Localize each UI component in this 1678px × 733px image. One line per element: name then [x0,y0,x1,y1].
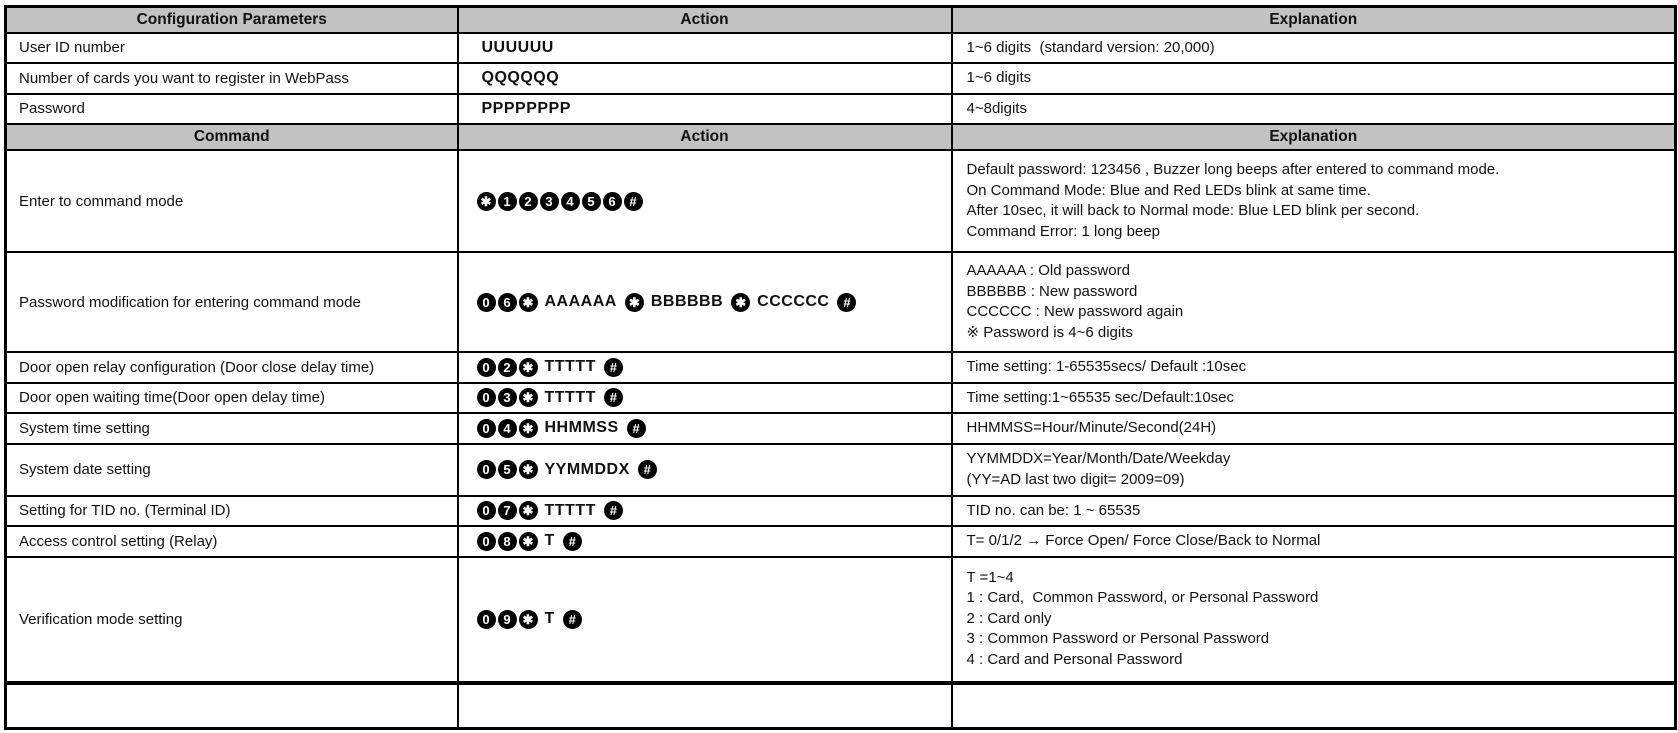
explanation-line: Command Error: 1 long beep [966,222,1160,240]
parameter-cell: Password [6,94,458,125]
explanation-line: 4 : Card and Personal Password [966,650,1183,668]
explanation-line: 3 : Common Password or Personal Password [966,630,1270,648]
table-row [6,444,1676,496]
section-header-row [6,7,1676,33]
action-sequence [477,39,945,57]
action-cell [458,444,952,496]
table-row [6,33,1676,64]
explanation-cell [952,496,1676,527]
table-row [6,94,1676,125]
keypad-key-icon: # [624,192,643,211]
action-sequence [477,100,945,118]
action-sequence [477,460,945,479]
explanation-cell [952,557,1676,683]
explanation-line: After 10sec, it will back to Normal mode: Blue LED blink per second. [966,202,1420,219]
explanation-line: TID no. can be: 1 ~ 65535 [966,501,1141,519]
keypad-key-icon: 7 [498,501,517,520]
keypad-key-icon: 6 [603,192,622,211]
keypad-key-icon: ✱ [519,610,538,629]
action-sequence [477,293,945,312]
explanation-cell [952,94,1676,125]
keypad-key-icon: 1 [498,192,517,211]
explanation-line: (YY=AD last two digit= 2009=09) [966,470,1185,488]
explanation-cell [952,33,1676,64]
explanation-line: T= 0/1/2 → Force Open/ Force Close/Back to Normal [966,532,1321,549]
table-body [6,7,1676,729]
section-header-row [6,124,1676,150]
action-sequence [477,501,945,520]
keypad-key-icon: 4 [561,192,580,211]
action-cell [458,150,952,252]
keypad-key-icon: 0 [477,419,496,438]
table-row [6,496,1676,527]
parameter-cell: Number of cards you want to register in WebPass [6,63,458,94]
action-text: TTTTT [544,358,596,376]
keypad-key-icon: ✱ [519,388,538,407]
empty-cell [952,683,1676,729]
empty-cell [458,683,952,729]
action-text: TTTTT [544,501,596,519]
keypad-key-icon: 2 [498,358,517,377]
keypad-key-icon: 0 [477,501,496,520]
table-row [6,150,1676,252]
keypad-key-icon: ✱ [731,293,750,312]
action-text: BBBBBB [650,293,724,310]
parameter-cell: Door open relay configuration (Door close delay time) [6,352,458,383]
explanation-cell [952,444,1676,496]
explanation-line: HHMMSS=Hour/Minute/Second(24H) [966,419,1217,436]
explanation-line: On Command Mode: Blue and Red LEDs blink at same time. [966,181,1371,199]
action-cell [458,496,952,527]
explanation-cell [952,413,1676,444]
keypad-key-icon: ✱ [519,419,538,438]
parameter-cell: System time setting [6,413,458,444]
action-cell [458,383,952,414]
action-text: T [544,610,555,627]
action-text: CCCCCC [757,293,830,310]
column-header: Action [458,124,952,150]
keypad-key-icon: 5 [498,460,517,479]
keypad-key-icon: 2 [519,192,538,211]
keypad-key-icon: ✱ [519,532,538,551]
explanation-line: CCCCCC : New password again [966,303,1184,320]
keypad-key-icon: 8 [498,532,517,551]
explanation-line: BBBBBB : New password [966,282,1138,300]
column-header: Explanation [952,7,1676,33]
action-text: PPPPPPPP [481,99,571,117]
parameter-cell: Access control setting (Relay) [6,526,458,557]
keypad-key-icon: # [837,293,856,312]
action-text: TTTTT [544,388,596,406]
keypad-key-icon: 4 [498,419,517,438]
keypad-key-icon: 3 [498,388,517,407]
parameter-cell: User ID number [6,33,458,64]
action-text: AAAAAA [544,293,617,310]
explanation-cell [952,150,1676,252]
action-text: UUUUUU [481,38,554,56]
keypad-key-icon: # [638,460,657,479]
keypad-key-icon: # [563,532,582,551]
explanation-line: 1 : Card, Common Password, or Personal Password [966,589,1319,607]
action-text: QQQQQQ [481,69,560,87]
parameter-cell: Verification mode setting [6,557,458,683]
column-header: Explanation [952,124,1676,150]
keypad-key-icon: 0 [477,610,496,629]
column-header: Action [458,7,952,33]
explanation-cell [952,383,1676,414]
action-cell [458,557,952,683]
parameter-cell: Door open waiting time(Door open delay time) [6,383,458,414]
keypad-key-icon: 9 [498,610,517,629]
explanation-line: 1~6 digits [966,69,1032,86]
keypad-key-icon: ✱ [519,293,538,312]
table-row [6,352,1676,383]
action-text: HHMMSS [544,419,619,437]
partial-cutoff-row [6,683,1676,729]
parameter-cell: Enter to command mode [6,150,458,252]
explanation-line: 2 : Card only [966,609,1052,627]
action-cell [458,526,952,557]
action-sequence [477,419,945,438]
table-row [6,526,1676,557]
keypad-key-icon: 0 [477,358,496,377]
action-cell [458,33,952,64]
action-cell [458,94,952,125]
explanation-line: 1~6 digits (standard version: 20,000) [966,38,1215,56]
configuration-command-table [4,5,1677,730]
keypad-key-icon: 0 [477,532,496,551]
action-cell [458,63,952,94]
action-sequence [477,532,945,551]
keypad-key-icon: # [563,610,582,629]
action-text: T [544,532,555,550]
explanation-line: ※ Password is 4~6 digits [966,323,1133,341]
table-row [6,383,1676,414]
explanation-cell [952,526,1676,557]
keypad-key-icon: 5 [582,192,601,211]
action-cell [458,352,952,383]
column-header: Configuration Parameters [6,7,458,33]
action-cell [458,252,952,352]
keypad-key-icon: ✱ [519,460,538,479]
keypad-key-icon: ✱ [625,293,644,312]
table-row [6,63,1676,94]
explanation-line: Time setting: 1-65535secs/ Default :10sec [966,358,1247,375]
parameter-cell: System date setting [6,444,458,496]
action-text: YYMMDDX [544,460,630,478]
action-sequence [477,388,945,407]
keypad-key-icon: 3 [540,192,559,211]
keypad-key-icon: 0 [477,388,496,407]
table-row [6,557,1676,683]
action-sequence [477,610,945,629]
explanation-line: Default password: 123456 , Buzzer long beeps after entered to command mode. [966,161,1500,178]
keypad-key-icon: 0 [477,460,496,479]
explanation-line: AAAAAA : Old password [966,262,1130,279]
keypad-key-icon: ✱ [519,358,538,377]
table-row [6,252,1676,352]
explanation-cell [952,352,1676,383]
table-row [6,413,1676,444]
empty-cell [6,683,458,729]
column-header: Command [6,124,458,150]
explanation-cell [952,252,1676,352]
explanation-line: T =1~4 [966,568,1014,586]
action-cell [458,413,952,444]
keypad-key-icon: # [604,501,623,520]
keypad-key-icon: ✱ [477,192,496,211]
keypad-key-icon: 0 [477,293,496,312]
action-sequence [477,358,945,377]
explanation-line: 4~8digits [966,99,1027,117]
explanation-line: Time setting:1~65535 sec/Default:10sec [966,388,1235,406]
keypad-key-icon: # [627,419,646,438]
explanation-cell [952,63,1676,94]
action-sequence [477,69,945,87]
parameter-cell: Password modification for entering command mode [6,252,458,352]
keypad-key-icon: # [604,358,623,377]
keypad-key-icon: # [604,388,623,407]
explanation-line: YYMMDDX=Year/Month/Date/Weekday [966,450,1231,467]
keypad-key-icon: 6 [498,293,517,312]
parameter-cell: Setting for TID no. (Terminal ID) [6,496,458,527]
action-sequence [477,192,945,211]
keypad-key-icon: ✱ [519,501,538,520]
